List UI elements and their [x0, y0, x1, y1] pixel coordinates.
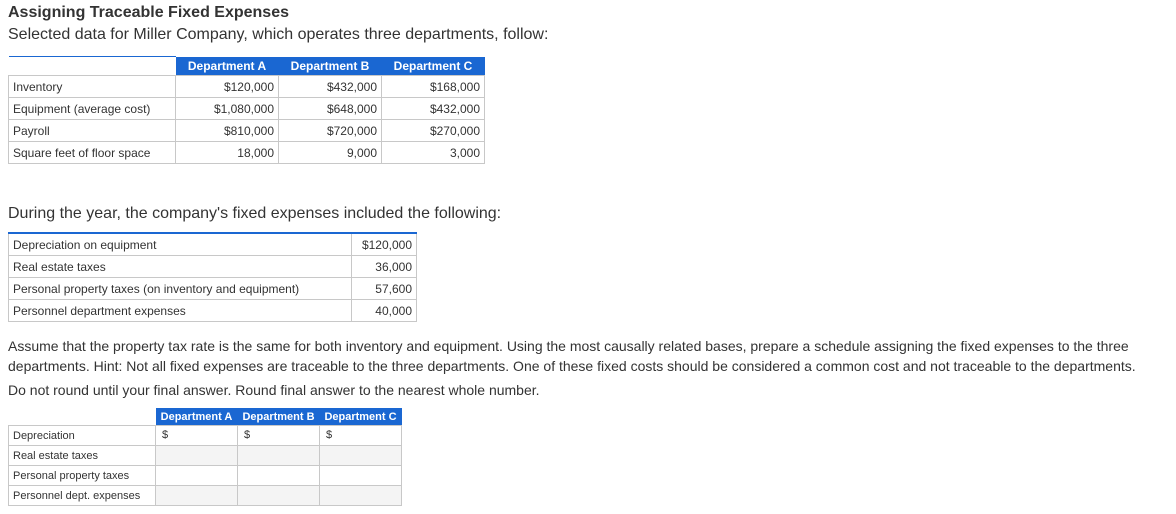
row-label: Personal property taxes (on inventory and equipment): [9, 278, 352, 300]
currency-symbol: $: [244, 429, 251, 441]
property-tax-dept-c-input[interactable]: [320, 467, 401, 485]
personnel-dept-c-cell: [320, 486, 402, 506]
personnel-dept-a-cell: [156, 486, 238, 506]
depreciation-dept-c-cell: [320, 426, 402, 446]
table-row: [9, 98, 485, 120]
cell-value: $1,080,000: [176, 98, 279, 120]
row-label: Real estate taxes: [9, 446, 156, 466]
table-row: [9, 300, 417, 322]
real-estate-dept-a-cell: [156, 446, 238, 466]
cell-value: $432,000: [382, 98, 485, 120]
fixed-expenses-table: [8, 232, 417, 322]
header-department-a: Department A: [156, 408, 238, 426]
cell-value: $120,000: [176, 76, 279, 98]
row-label: Personnel dept. expenses: [9, 486, 156, 506]
fixed-expenses-intro: During the year, the company's fixed expenses included the following:: [8, 205, 502, 222]
depreciation-dept-a-input[interactable]: [156, 427, 237, 445]
depreciation-dept-b-cell: [238, 426, 320, 446]
answer-schedule-table: [8, 408, 402, 506]
table-row: [9, 256, 417, 278]
page-title: Assigning Traceable Fixed Expenses: [8, 4, 289, 21]
department-data-table: [8, 56, 485, 164]
row-label: Inventory: [9, 76, 176, 98]
page-subtitle: Selected data for Miller Company, which operates three departments, follow:: [8, 26, 549, 43]
real-estate-dept-c-input[interactable]: [320, 447, 401, 465]
table-row: [9, 278, 417, 300]
currency-symbol: $: [162, 429, 169, 441]
table-row: [9, 466, 402, 486]
depreciation-dept-c-input[interactable]: [320, 427, 401, 445]
real-estate-dept-b-input[interactable]: [238, 447, 319, 465]
property-tax-dept-a-cell: [156, 466, 238, 486]
table-header-row: [9, 57, 485, 76]
cell-value: 9,000: [279, 142, 382, 164]
cell-value: $810,000: [176, 120, 279, 142]
cell-value: $168,000: [382, 76, 485, 98]
row-label: Depreciation on equipment: [9, 233, 352, 256]
personnel-dept-b-input[interactable]: [238, 487, 319, 505]
cell-value: 18,000: [176, 142, 279, 164]
row-label: Payroll: [9, 120, 176, 142]
property-tax-dept-c-cell: [320, 466, 402, 486]
header-department-b: Department B: [238, 408, 320, 426]
cell-value: 57,600: [352, 278, 417, 300]
table-row: [9, 120, 485, 142]
personnel-dept-c-input[interactable]: [320, 487, 401, 505]
table-row: [9, 486, 402, 506]
real-estate-dept-a-input[interactable]: [156, 447, 237, 465]
rounding-note: Do not round until your final answer. Round final answer to the nearest whole number.: [8, 382, 540, 398]
currency-symbol: $: [326, 429, 333, 441]
cell-value: $120,000: [352, 233, 417, 256]
header-department-c: Department C: [320, 408, 402, 426]
table-row: [9, 446, 402, 466]
table-row: [9, 426, 402, 446]
property-tax-dept-b-input[interactable]: [238, 467, 319, 485]
table-header-row: [9, 408, 402, 426]
real-estate-dept-c-cell: [320, 446, 402, 466]
cell-value: $720,000: [279, 120, 382, 142]
header-department-a: Department A: [176, 57, 279, 76]
row-label: Square feet of floor space: [9, 142, 176, 164]
table-row: [9, 233, 417, 256]
header-department-b: Department B: [279, 57, 382, 76]
table-row: [9, 142, 485, 164]
row-label: Personnel department expenses: [9, 300, 352, 322]
header-blank-cell: [9, 408, 156, 426]
cell-value: 40,000: [352, 300, 417, 322]
personnel-dept-a-input[interactable]: [156, 487, 237, 505]
row-label: Real estate taxes: [9, 256, 352, 278]
depreciation-dept-a-cell: [156, 426, 238, 446]
row-label: Depreciation: [9, 426, 156, 446]
personnel-dept-b-cell: [238, 486, 320, 506]
instructions-text: Assume that the property tax rate is the same for both inventory and equipment. Using the most causally related bases, prepare a schedule assigning the fixed expenses to the three departments. Hint: Not all fixed expenses are traceable to the three departments. One of these fixed costs should be considered a common cost and not traceable to the departments.: [8, 338, 1136, 374]
header-blank-cell: [9, 57, 176, 76]
real-estate-dept-b-cell: [238, 446, 320, 466]
row-label: Equipment (average cost): [9, 98, 176, 120]
row-label: Personal property taxes: [9, 466, 156, 486]
property-tax-dept-b-cell: [238, 466, 320, 486]
cell-value: $432,000: [279, 76, 382, 98]
table-row: [9, 76, 485, 98]
cell-value: 3,000: [382, 142, 485, 164]
cell-value: $270,000: [382, 120, 485, 142]
cell-value: $648,000: [279, 98, 382, 120]
property-tax-dept-a-input[interactable]: [156, 467, 237, 485]
header-department-c: Department C: [382, 57, 485, 76]
cell-value: 36,000: [352, 256, 417, 278]
depreciation-dept-b-input[interactable]: [238, 427, 319, 445]
